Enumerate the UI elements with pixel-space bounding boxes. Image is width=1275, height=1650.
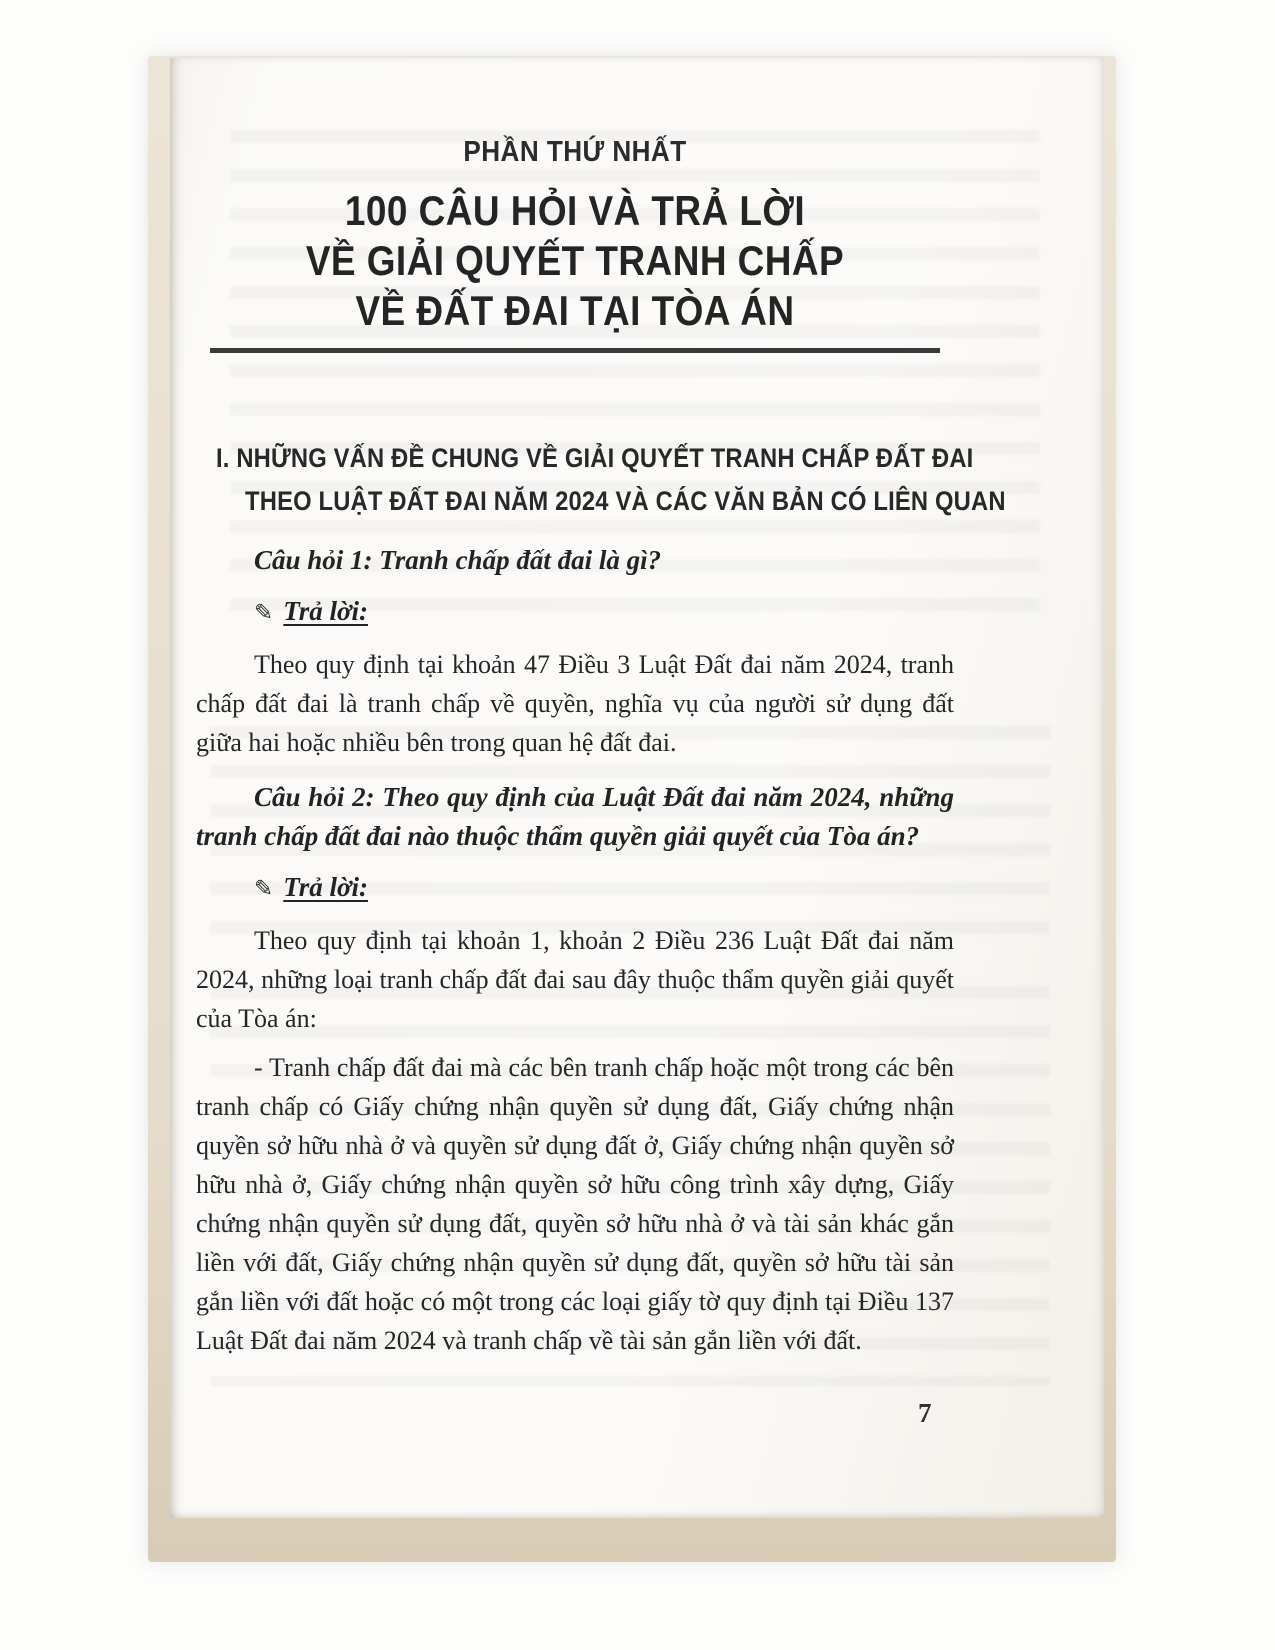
page-number: 7: [918, 1398, 932, 1428]
title-line-2: VỀ GIẢI QUYẾT TRANH CHẤP: [305, 237, 845, 284]
answer-label-2: [196, 868, 954, 909]
answer-2-paragraph-1: Theo quy định tại khoản 1, khoản 2 Điều 236 Luật Đất đai năm 2024, những loại tranh chấp đất đai sau đây thuộc thẩm quyền giải quyết của Tòa án:: [196, 926, 954, 1033]
answer-label-1: [196, 592, 954, 633]
answer-label-text: Trả lời:: [283, 596, 369, 626]
answer-1-paragraph: Theo quy định tại khoản 47 Điều 3 Luật Đất đai năm 2024, tranh chấp đất đai là tranh chấp về quyền, nghĩa vụ của người sử dụng đất giữa hai hoặc nhiều bên trong quan hệ đất đai.: [196, 650, 954, 757]
title-line-1: 100 CÂU HỎI VÀ TRẢ LỜI: [344, 187, 806, 234]
title-line-3: VỀ ĐẤT ĐAI TẠI TÒA ÁN: [355, 287, 795, 334]
question-1: Câu hỏi 1: Tranh chấp đất đai là gì?: [254, 545, 662, 575]
section-heading-line-2: THEO LUẬT ĐẤT ĐAI NĂM 2024 VÀ CÁC VĂN BẢN CÓ LIÊN QUAN: [245, 486, 1006, 516]
book-title: [241, 186, 908, 336]
pen-icon: ✎: [254, 876, 274, 902]
question-2: Câu hỏi 2: Theo quy định của Luật Đất đai năm 2024, những tranh chấp đất đai nào thuộc thẩm quyền giải quyết của Tòa án?: [196, 782, 954, 851]
page-content: [196, 58, 1006, 1360]
title-rule: [210, 348, 940, 353]
book-page: [148, 56, 1116, 1562]
part-label: PHẦN THỨ NHẤT: [463, 136, 687, 168]
pen-icon: ✎: [254, 600, 274, 626]
answer-2-paragraph-2: - Tranh chấp đất đai mà các bên tranh chấp hoặc một trong các bên tranh chấp có Giấy chứng nhận quyền sử dụng đất, Giấy chứng nhận quyền sở hữu nhà ở và quyền sử dụng đất ở, Giấy chứng nhận quyền sở hữu nhà ở, Giấy chứng nhận quyền sở hữu công trình xây dựng, Giấy chứng nhận quyền sử dụng đất, quyền sở hữu nhà ở và tài sản khác gắn liền với đất, Giấy chứng nhận quyền sử dụng đất, quyền sở hữu tài sản gắn liền với đất hoặc có một trong các loại giấy tờ quy định tại Điều 137 Luật Đất đai năm 2024 và tranh chấp về tài sản gắn liền với đất.: [196, 1053, 954, 1355]
answer-label-text: Trả lời:: [283, 872, 369, 902]
page-surface: [170, 58, 1104, 1518]
section-heading: [216, 437, 1006, 523]
section-heading-line-1: I. NHỮNG VẤN ĐỀ CHUNG VỀ GIẢI QUYẾT TRANH CHẤP ĐẤT ĐAI: [216, 443, 974, 473]
